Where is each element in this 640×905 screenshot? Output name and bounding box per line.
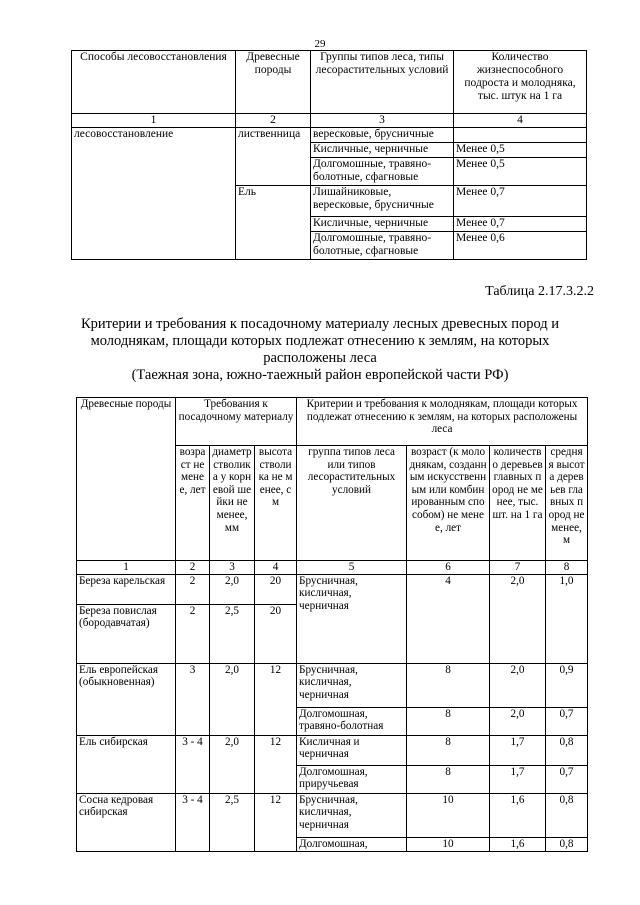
caption-line: молоднякам, площади которых подлежат отнесению к землям, на которых [90, 333, 550, 349]
page-number: 29 [314, 38, 326, 50]
t1-count: Менее 0,5 [454, 158, 587, 186]
t1-header-method: Способы лесовосстановления [72, 51, 236, 114]
t1-header-count: Количество жизнеспособного подроста и молодняка, тыс. штук на 1 га [454, 51, 587, 114]
t2-tree-count: 2,0 [490, 707, 546, 735]
t2-diameter: 2,0 [210, 574, 255, 604]
t2-header-criteria: Критерии и требования к молоднякам, площади которых подлежат отнесению к землям, на которых расположены леса [297, 398, 588, 446]
t2-tree-count: 2,0 [490, 663, 546, 707]
t2-diameter: 2,0 [210, 663, 255, 735]
t2-age: 3 [176, 663, 210, 735]
t1-species-larch: лиственница [236, 128, 311, 186]
t2-header-requirements: Требования к посадочному материалу [176, 398, 297, 446]
t1-species-spruce: Ель [236, 186, 311, 260]
t2-young-age: 10 [407, 837, 490, 851]
t2-sub-tree-count: количество деревьев главных пород не менее, тыс. шт. на 1 га [490, 446, 546, 561]
t2-sub-forest-type: группа типов леса или типов лесорастительных условий [297, 446, 407, 561]
t1-forest-type: Кисличные, черничные [311, 143, 454, 158]
table-label: Таблица 2.17.3.2.2 [485, 284, 594, 299]
t2-species: Сосна кедровая сибирская [77, 793, 176, 851]
t1-forest-type: Долгомошные, травяно-болотные, сфагновые [311, 232, 454, 260]
t1-header-species: Древесные породы [236, 51, 311, 114]
t1-col-number: 1 [72, 114, 236, 128]
caption-line: расположены леса [263, 350, 377, 366]
table-caption [0, 316, 640, 384]
t2-header-species: Древесные породы [77, 398, 176, 561]
caption-line: Критерии и требования к посадочному материалу лесных древесных пород и [80, 316, 560, 332]
t2-tree-count: 1,7 [490, 735, 546, 765]
t2-col-number: 2 [176, 561, 210, 575]
t1-count: Менее 0,5 [454, 143, 587, 158]
t2-diameter: 2,0 [210, 735, 255, 793]
t2-sub-height: высота стволика не менее, см [255, 446, 297, 561]
t2-young-age: 8 [407, 735, 490, 765]
t1-forest-type: вересковые, брусничные [311, 128, 454, 143]
t2-avg-height: 0,7 [546, 765, 588, 793]
t1-count: Менее 0,7 [454, 186, 587, 217]
t2-forest-type: Долгомошная, травяно-болотная [297, 707, 407, 735]
t2-avg-height: 0,9 [546, 663, 588, 707]
t2-forest-type: Долгомошная, [297, 837, 407, 851]
t2-height: 12 [255, 735, 297, 793]
t2-height: 12 [255, 663, 297, 735]
t1-count: Менее 0,6 [454, 232, 587, 260]
planting-material-table [76, 397, 588, 852]
t2-age: 2 [176, 604, 210, 663]
t2-age: 3 - 4 [176, 793, 210, 851]
t1-col-number: 3 [311, 114, 454, 128]
t2-height: 12 [255, 793, 297, 851]
t2-diameter: 2,5 [210, 793, 255, 851]
t2-tree-count: 2,0 [490, 574, 546, 663]
t2-diameter: 2,5 [210, 604, 255, 663]
t2-forest-type: Долгомошная, приручьевая [297, 765, 407, 793]
t2-col-number: 8 [546, 561, 588, 575]
t2-col-number: 7 [490, 561, 546, 575]
t2-col-number: 4 [255, 561, 297, 575]
t2-young-age: 8 [407, 707, 490, 735]
t2-sub-age: возраст не менее, лет [176, 446, 210, 561]
t2-young-age: 8 [407, 765, 490, 793]
t1-method-cell: лесовосстановление [72, 128, 236, 260]
t2-age: 2 [176, 574, 210, 604]
t2-forest-type: Брусничная, кисличная, черничная [297, 574, 407, 663]
t2-avg-height: 0,8 [546, 735, 588, 765]
t1-count: Менее 0,7 [454, 217, 587, 232]
t2-tree-count: 1,6 [490, 837, 546, 851]
t2-young-age: 10 [407, 793, 490, 837]
t2-sub-avg-height: средняя высота деревьев главных пород не менее, м [546, 446, 588, 561]
t2-avg-height: 0,8 [546, 837, 588, 851]
t2-sub-young-age: возраст (к молоднякам, созданным искусственным или комбинированным способом) не менее, лет [407, 446, 490, 561]
t2-species: Береза повислая (бородавчатая) [77, 604, 176, 663]
t2-forest-type: Кисличная и черничная [297, 735, 407, 765]
t2-forest-type: Брусничная, кисличная, черничная [297, 793, 407, 837]
t2-age: 3 - 4 [176, 735, 210, 793]
t2-col-number: 6 [407, 561, 490, 575]
t2-col-number: 3 [210, 561, 255, 575]
t1-col-number: 2 [236, 114, 311, 128]
caption-line: (Таежная зона, южно-таежный район европейской части РФ) [131, 367, 509, 383]
t2-height: 20 [255, 574, 297, 604]
t2-tree-count: 1,6 [490, 793, 546, 837]
t2-sub-diameter: диаметр стволика у корневой шейки не менее, мм [210, 446, 255, 561]
t1-forest-type: Кисличные, черничные [311, 217, 454, 232]
t1-col-number: 4 [454, 114, 587, 128]
t1-forest-type: Долгомошные, травяно-болотные, сфагновые [311, 158, 454, 186]
t2-col-number: 1 [77, 561, 176, 575]
t2-forest-type: Брусничная, кисличная, черничная [297, 663, 407, 707]
t1-forest-type: Лишайниковые, вересковые, брусничные [311, 186, 454, 217]
t2-species: Ель сибирская [77, 735, 176, 793]
t2-tree-count: 1,7 [490, 765, 546, 793]
t1-count [454, 128, 587, 143]
t2-height: 20 [255, 604, 297, 663]
t1-header-forest-type: Группы типов леса, типы лесорастительных условий [311, 51, 454, 114]
reforestation-table [71, 50, 587, 260]
t2-col-number: 5 [297, 561, 407, 575]
t2-species: Береза карельская [77, 574, 176, 604]
t2-species: Ель европейская (обыкновенная) [77, 663, 176, 735]
t2-young-age: 4 [407, 574, 490, 663]
t2-young-age: 8 [407, 663, 490, 707]
t2-avg-height: 1,0 [546, 574, 588, 663]
t2-avg-height: 0,8 [546, 793, 588, 837]
t2-avg-height: 0,7 [546, 707, 588, 735]
